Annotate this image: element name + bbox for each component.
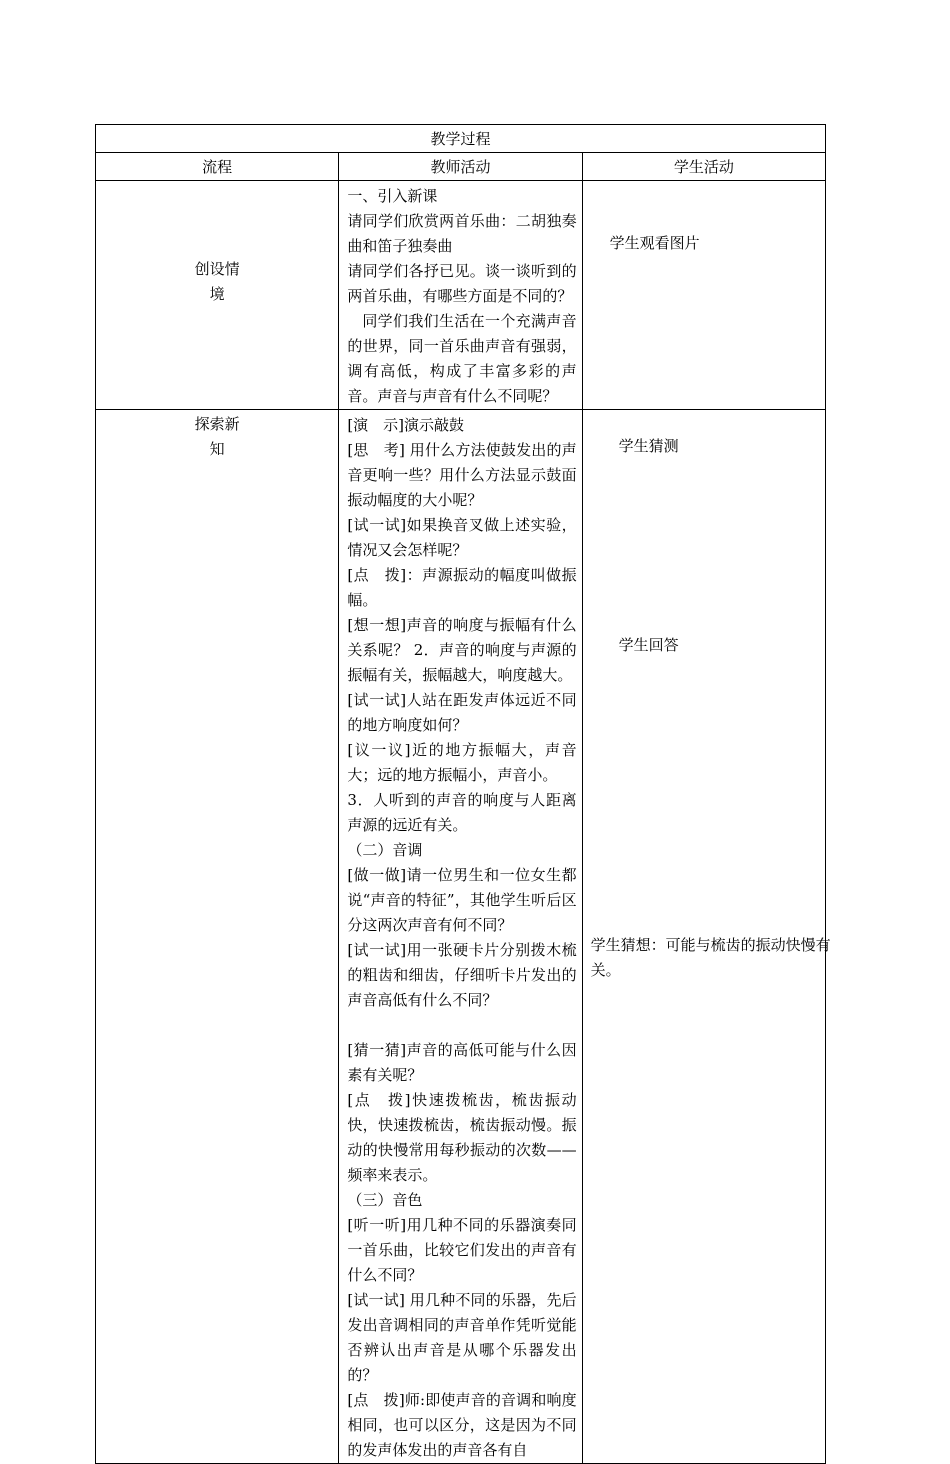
student-line: 学生猜想：可能与梳齿的振动快慢有关。 xyxy=(590,936,831,979)
header-student-activity: 学生活动 xyxy=(582,153,825,181)
blank-line xyxy=(347,1013,576,1038)
teacher-line: [听一听]用几种不同的乐器演奏同一首乐曲，比较它们发出的声音有什么不同？ xyxy=(347,1216,577,1284)
process-label: 创设情 xyxy=(194,260,240,278)
teacher-line: [点 拨]：声源振动的幅度叫做振幅。 xyxy=(347,566,577,609)
student-line: 学生观看图片 xyxy=(609,234,700,252)
process-label: 探索新 xyxy=(194,415,240,433)
teacher-line: [试一试] 用几种不同的乐器，先后发出音调相同的声音单作凭听觉能否辨认出声音是从哪个乐器发出的？ xyxy=(347,1291,577,1384)
teacher-line: 3．人听到的声音的响度与人距离声源的远近有关。 xyxy=(347,791,577,834)
teacher-line: [点 拨]师:即使声音的音调和响度相同，也可以区分，这是因为不同的发声体发出的声音各有自 xyxy=(347,1391,577,1459)
header-teacher-activity: 教师活动 xyxy=(339,153,582,181)
process-cell xyxy=(96,181,339,410)
table-title-row xyxy=(96,125,826,153)
table-row xyxy=(96,181,826,410)
teacher-line: [试一试]人站在距发声体远近不同的地方响度如何？ xyxy=(347,691,577,734)
teacher-activity-cell xyxy=(339,410,582,1464)
column-header-row xyxy=(96,153,826,181)
student-line: 学生回答 xyxy=(618,636,679,654)
teacher-line: [想一想]声音的响度与振幅有什么关系呢？ 2．声音的响度与声源的振幅有关，振幅越大，响度越大。 xyxy=(347,616,577,684)
teacher-line: [议一议]近的地方振幅大，声音大；远的地方振幅小，声音小。 xyxy=(347,741,577,784)
teacher-line: 同学们我们生活在一个充满声音的世界，同一首乐曲声音有强弱，调有高低，构成了丰富多彩的声音。声音与声音有什么不同呢？ xyxy=(347,312,577,405)
teacher-line: [思 考] 用什么方法使鼓发出的声音更响一些？用什么方法显示鼓面振动幅度的大小呢？ xyxy=(347,441,577,509)
teacher-line: 请同学们欣赏两首乐曲：二胡独奏曲和笛子独奏曲 xyxy=(347,212,577,255)
teacher-line: [点 拨]快速拨梳齿，梳齿振动快，快速拨梳齿，梳齿振动慢。振动的快慢常用每秒振动的次数——频率来表示。 xyxy=(347,1091,577,1184)
teaching-process-table xyxy=(95,124,831,1464)
teacher-line: [演 示]演示敲鼓 xyxy=(347,416,465,434)
student-line: 学生猜测 xyxy=(618,437,679,455)
student-activity-cell xyxy=(582,410,831,1464)
teacher-line: [做一做]请一位男生和一位女生都说“声音的特征”，其他学生听后区分这两次声音有何不同？ xyxy=(347,866,577,934)
teacher-line: [试一试]用一张硬卡片分别拨木梳的粗齿和细齿，仔细听卡片发出的声音高低有什么不同？ xyxy=(347,941,577,1009)
process-cell xyxy=(96,410,339,1464)
header-process: 流程 xyxy=(96,153,339,181)
teacher-line: [试一试]如果换音叉做上述实验，情况又会怎样呢？ xyxy=(347,516,577,559)
teacher-line: [猜一猜]声音的高低可能与什么因素有关呢？ xyxy=(347,1041,577,1084)
teacher-line: 请同学们各抒已见。谈一谈听到的两首乐曲，有哪些方面是不同的？ xyxy=(347,262,577,305)
teacher-activity-cell xyxy=(339,181,582,410)
table-title: 教学过程 xyxy=(96,125,826,153)
process-label: 境 xyxy=(209,285,225,303)
process-label: 知 xyxy=(209,440,225,458)
student-activity-cell xyxy=(582,181,825,410)
table-row xyxy=(96,410,826,1464)
teacher-line: （二）音调 xyxy=(347,841,423,859)
teacher-line: （三）音色 xyxy=(347,1191,423,1209)
teacher-line: 一、引入新课 xyxy=(347,187,438,205)
